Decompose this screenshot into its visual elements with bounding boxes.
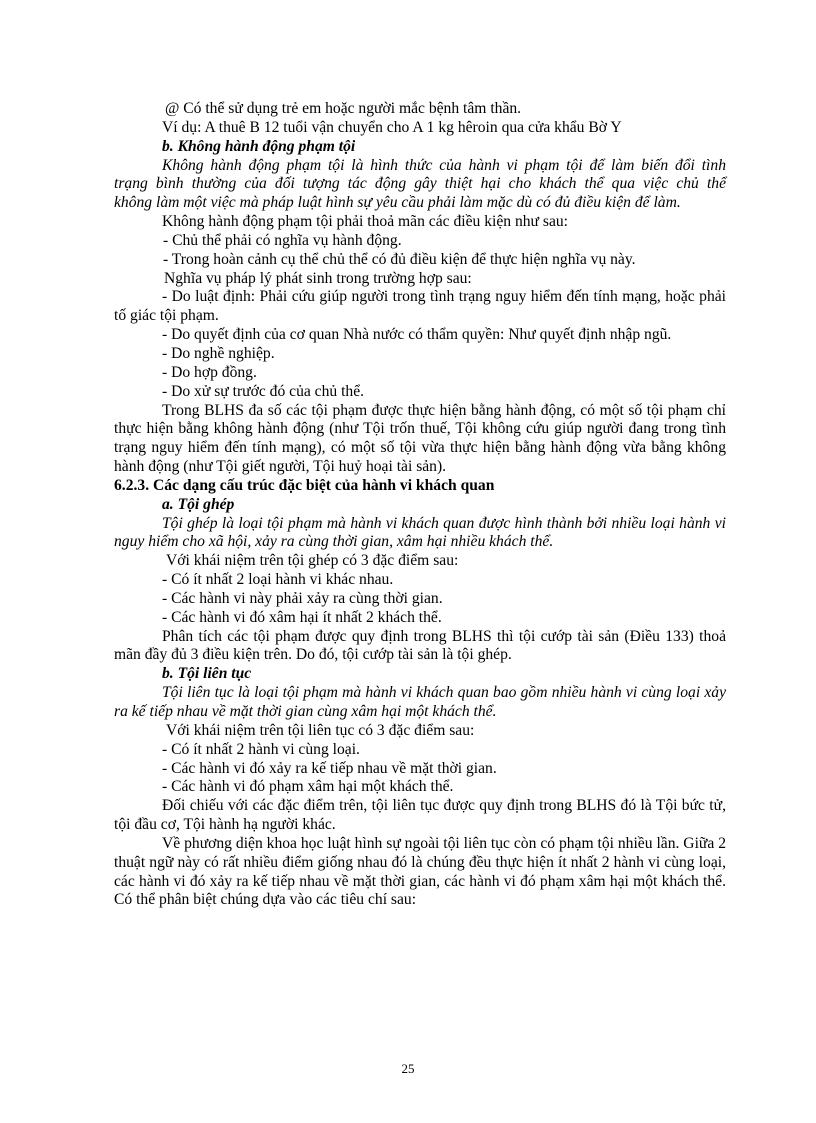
text-line: - Trong hoàn cảnh cụ thể chủ thể có đủ điều kiện để thực hiện nghĩa vụ này. [163,250,636,268]
text-line: - Do nghề nghiệp. [162,344,275,362]
document-body [114,100,726,910]
text-line: - Chủ thể phải có nghĩa vụ hành động. [163,231,402,249]
text-line: thực hiện bằng không hành động (như Tội trốn thuế, Tội không cứu giúp người đang trong tình [114,420,726,438]
page-number: 25 [401,1061,415,1076]
section-heading: 6.2.3. Các dạng cấu trúc đặc biệt của hành vi khách quan [114,476,495,494]
subsection-heading: b. Tội liên tục [162,665,252,683]
text-line: tố giác tội phạm. [114,307,219,325]
text-line: Tội liên tục là loại tội phạm mà hành vi khách quan bao gồm nhiều hành vi cùng loại xảy [162,684,726,702]
text-line: - Do xử sự trước đó của chủ thể. [162,382,365,400]
text-line: - Do luật định: Phải cứu giúp người trong tình trạng nguy hiểm đến tính mạng, hoặc phải [162,288,726,306]
text-line: ra kế tiếp nhau về mặt thời gian cùng xâm hại một khách thể. [114,703,497,720]
text-line: - Do hợp đồng. [162,363,257,381]
subsection-heading: a. Tội ghép [162,495,235,513]
text-line: Có thể phân biệt chúng dựa vào các tiêu chí sau: [114,891,417,909]
text-line: Phân tích các tội phạm được quy định trong BLHS thì tội cướp tài sản (Điều 133) thoả [162,627,726,645]
text-line: nguy hiểm cho xã hội, xảy ra cùng thời gian, xâm hại nhiều khách thể. [114,533,554,551]
text-line: Trong BLHS đa số các tội phạm được thực hiện bằng hành động, có một số tội phạm chỉ [162,401,726,419]
text-line: - Các hành vi đó phạm xâm hại một khách thể. [162,778,454,796]
text-line: - Có ít nhất 2 hành vi cùng loại. [162,740,360,758]
text-line: Đối chiếu với các đặc điểm trên, tội liên tục được quy định trong BLHS đó là Tội bức tử, [162,797,726,815]
subsection-heading: b. Không hành động phạm tội [162,137,356,155]
text-line: Với khái niệm trên tội liên tục có 3 đặc điểm sau: [166,721,475,739]
text-line: các hành vi đó xảy ra kế tiếp nhau về mặt thời gian, các hành vi đó phạm xâm hại một khách thể. [114,872,726,890]
text-line: Về phương diện khoa học luật hình sự ngoài tội liên tục còn có phạm tội nhiều lần. Giữa 2 [162,834,726,852]
text-line: mãn đầy đủ 3 điều kiện trên. Do đó, tội cướp tài sản là tội ghép. [114,646,512,664]
text-line: Với khái niệm trên tội ghép có 3 đặc điểm sau: [166,552,459,570]
text-line: - Các hành vi đó xảy ra kế tiếp nhau về mặt thời gian. [162,759,497,777]
text-line: - Do quyết định của cơ quan Nhà nước có thẩm quyền: Như quyết định nhập ngũ. [162,326,672,344]
text-line: tội đầu cơ, Tội hành hạ người khác. [114,816,336,834]
text-line: Tội ghép là loại tội phạm mà hành vi khách quan được hình thành bởi nhiều loại hành vi [162,514,726,532]
text-line: hành động (như Tội giết người, Tội huỷ hoại tài sản). [114,458,447,476]
text-line: Ví dụ: A thuê B 12 tuổi vận chuyển cho A 1 kg hêroin qua cửa khẩu Bờ Y [162,118,622,136]
text-line: - Có ít nhất 2 loại hành vi khác nhau. [162,571,394,589]
text-line: Không hành động phạm tội phải thoả mãn các điều kiện như sau: [162,213,569,231]
text-line: - Các hành vi đó xâm hại ít nhất 2 khách thể. [162,608,442,626]
text-line: không làm một việc mà pháp luật hình sự yêu cầu phải làm mặc dù có đủ điều kiện để làm. [114,194,681,212]
text-line: Không hành động phạm tội là hình thức của hành vi phạm tội để làm biến đổi tình [162,156,726,174]
text-line: - Các hành vi này phải xảy ra cùng thời gian. [162,589,443,607]
text-line: @ Có thể sử dụng trẻ em hoặc người mắc bệnh tâm thần. [165,100,522,117]
text-line: Nghĩa vụ pháp lý phát sinh trong trường hợp sau: [164,269,472,287]
text-line: thuật ngữ này có rất nhiều điểm giống nhau đó là chúng đều thực hiện ít nhất 2 hành vi cùng loại, [114,853,726,871]
text-line: trạng bình thường của đối tượng tác động gây thiệt hại cho khách thể qua việc chủ thể [114,175,726,193]
text-line: trạng nguy hiểm đến tính mạng), có một số tội vừa thực hiện bằng hành động vừa bằng không [114,439,726,457]
